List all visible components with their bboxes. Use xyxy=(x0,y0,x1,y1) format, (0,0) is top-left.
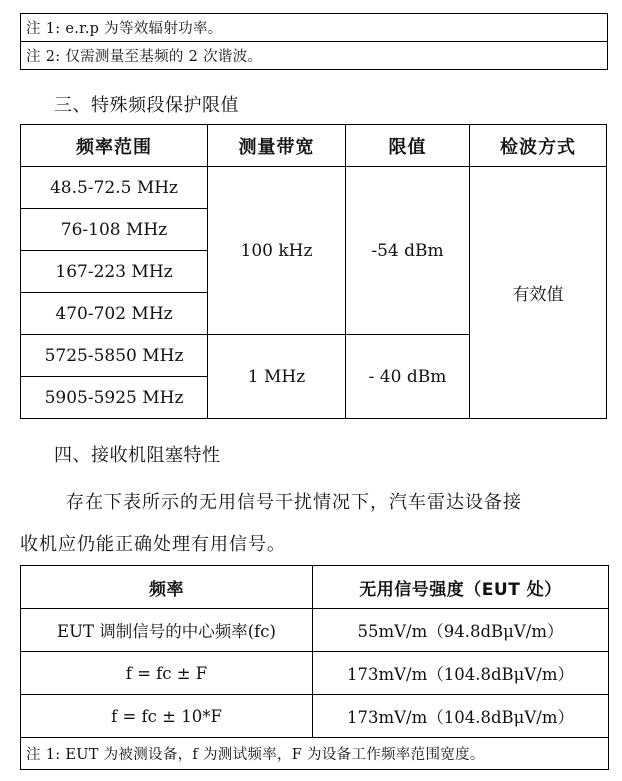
header-unwanted-signal-strength: 无用信号强度（EUT 处） xyxy=(313,566,609,609)
header-frequency: 频率 xyxy=(21,566,313,609)
header-frequency-range: 频率范围 xyxy=(21,125,208,167)
frequency-cell: f = fc ± 10*F xyxy=(21,695,313,738)
paragraph-line-1: 存在下表所示的无用信号干扰情况下，汽车雷达设备接 xyxy=(66,492,522,513)
note-1: 注 1: e.r.p 为等效辐射功率。 xyxy=(21,14,608,42)
table-row xyxy=(21,167,607,209)
blocking-table-note: 注 1: EUT 为被测设备，f 为测试频率，F 为设备工作频率范围宽度。 xyxy=(21,738,609,770)
frequency-cell: f = fc ± F xyxy=(21,652,313,695)
receiver-blocking-table xyxy=(20,565,609,770)
section-3-title: 三、特殊频段保护限值 xyxy=(54,95,239,116)
frequency-cell: 470-702 MHz xyxy=(21,293,208,335)
detector-cell: 有效值 xyxy=(470,167,607,419)
frequency-cell: 167-223 MHz xyxy=(21,251,208,293)
strength-cell: 173mV/m（104.8dBμV/m） xyxy=(313,652,609,695)
strength-cell: 173mV/m（104.8dBμV/m） xyxy=(313,695,609,738)
notes-table-top xyxy=(20,13,608,70)
table-row xyxy=(21,652,609,695)
note-2: 注 2: 仅需测量至基频的 2 次谐波。 xyxy=(21,42,608,70)
frequency-cell: 76-108 MHz xyxy=(21,209,208,251)
bandwidth-cell: 1 MHz xyxy=(208,335,346,419)
header-detector: 检波方式 xyxy=(470,125,607,167)
strength-cell: 55mV/m（94.8dBμV/m） xyxy=(313,609,609,652)
frequency-cell: 5905-5925 MHz xyxy=(21,377,208,419)
paragraph-line-2: 收机应仍能正确处理有用信号。 xyxy=(20,534,286,555)
frequency-cell: EUT 调制信号的中心频率(fc) xyxy=(21,609,313,652)
limit-cell: - 40 dBm xyxy=(346,335,470,419)
header-measurement-bandwidth: 测量带宽 xyxy=(208,125,346,167)
table-row xyxy=(21,609,609,652)
frequency-cell: 5725-5850 MHz xyxy=(21,335,208,377)
protection-limit-table xyxy=(20,124,607,419)
limit-table-header-row xyxy=(21,125,607,167)
bandwidth-cell: 100 kHz xyxy=(208,167,346,335)
section-4-title: 四、接收机阻塞特性 xyxy=(54,445,221,466)
header-limit: 限值 xyxy=(346,125,470,167)
blocking-table-header-row xyxy=(21,566,609,609)
frequency-cell: 48.5-72.5 MHz xyxy=(21,167,208,209)
table-row xyxy=(21,695,609,738)
limit-cell: -54 dBm xyxy=(346,167,470,335)
table-note-row xyxy=(21,738,609,770)
